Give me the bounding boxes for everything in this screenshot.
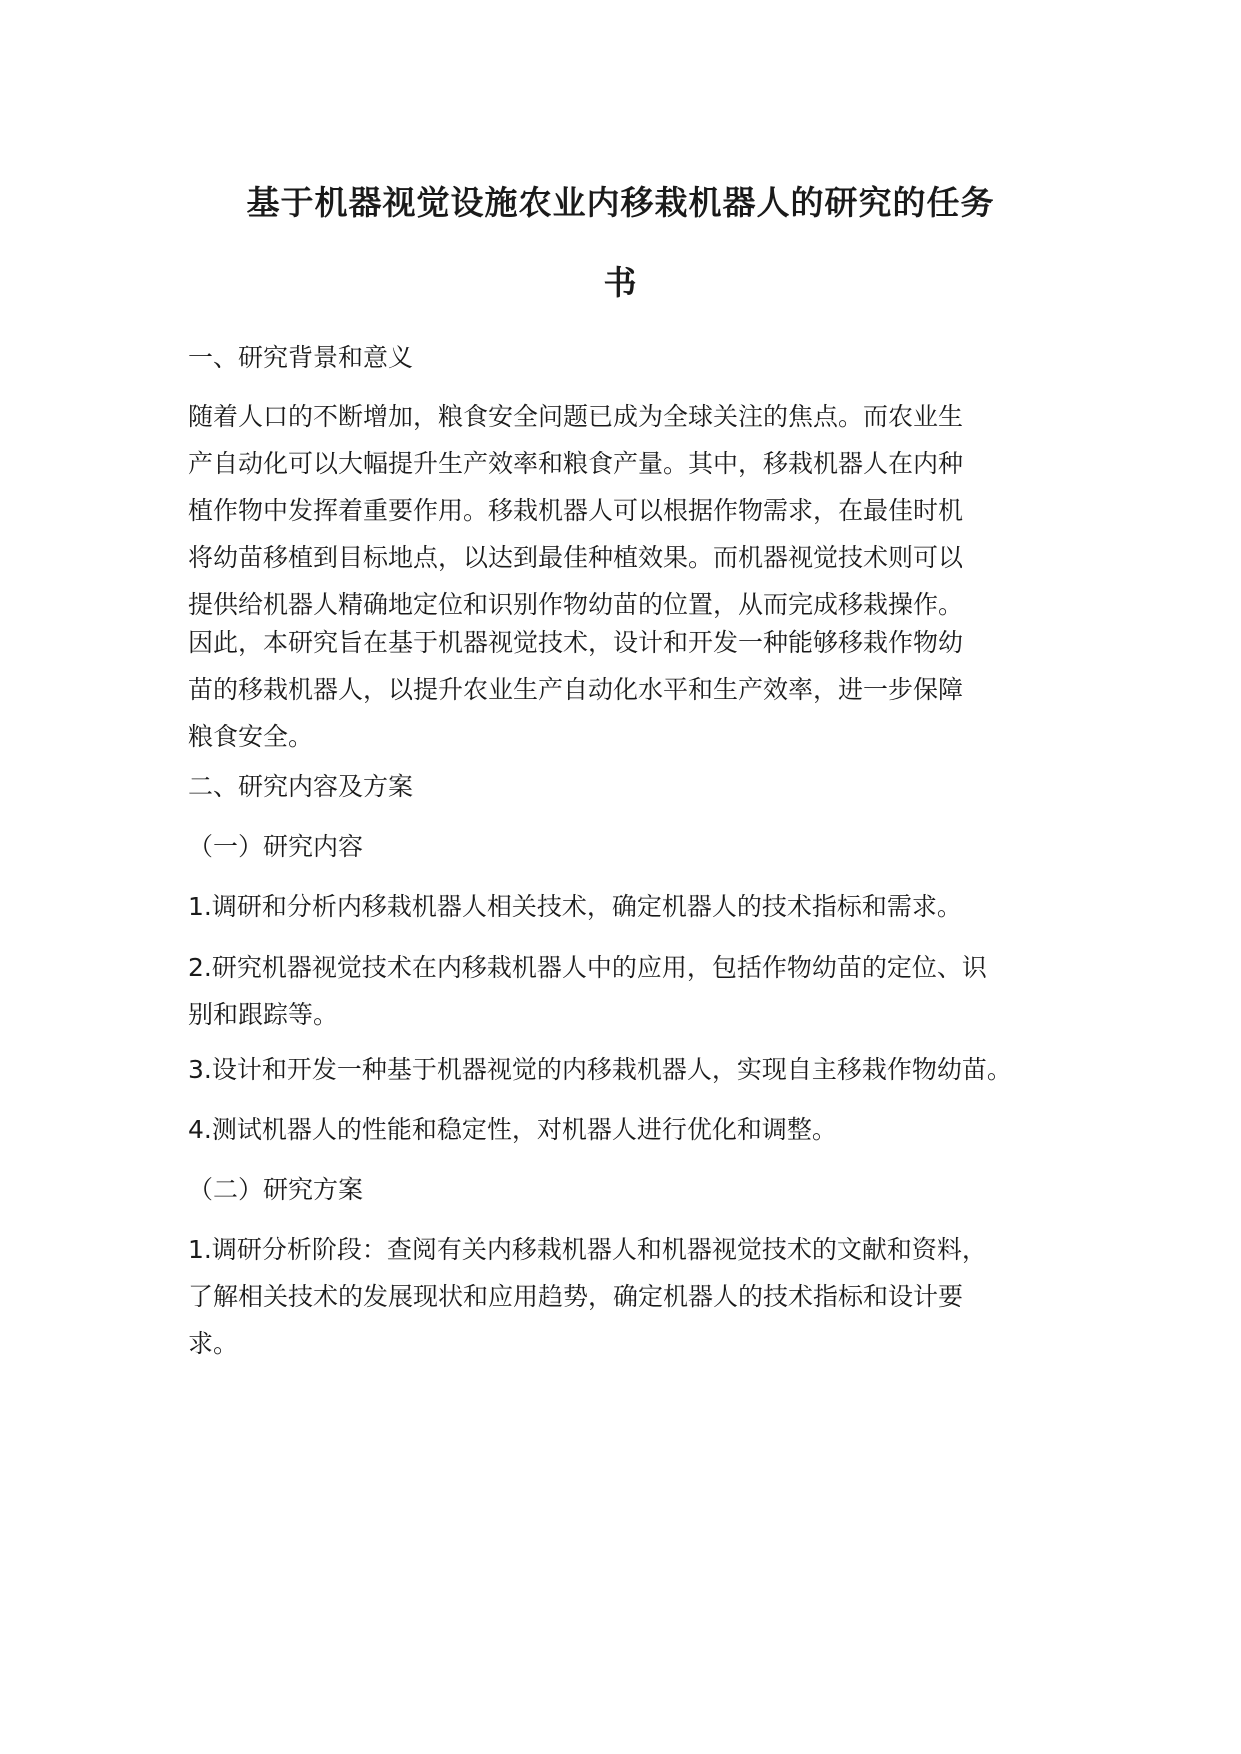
paragraph-line: 1.调研分析阶段：查阅有关内移栽机器人和机器视觉技术的文献和资料， xyxy=(188,1235,987,1264)
research-item-1: 1.调研和分析内移栽机器人相关技术，确定机器人的技术指标和需求。 xyxy=(188,892,962,921)
paragraph-line: 粮食安全。 xyxy=(188,722,314,751)
research-item-2 xyxy=(188,944,1068,1038)
paragraph-background xyxy=(188,393,1068,628)
plan-item-1 xyxy=(188,1226,1068,1367)
paragraph-line: 了解相关技术的发展现状和应用趋势，确定机器人的技术指标和设计要 xyxy=(188,1282,964,1311)
paragraph-line: 产自动化可以大幅提升生产效率和粮食产量。其中，移栽机器人在内种 xyxy=(188,449,964,478)
paragraph-line: 植作物中发挥着重要作用。移栽机器人可以根据作物需求，在最佳时机 xyxy=(188,496,964,525)
paragraph-line: 提供给机器人精确地定位和识别作物幼苗的位置，从而完成移栽操作。 xyxy=(188,590,964,619)
research-item-3: 3.设计和开发一种基于机器视觉的内移栽机器人，实现自主移栽作物幼苗。 xyxy=(188,1055,1012,1084)
paragraph-purpose xyxy=(188,619,1068,760)
document-title-line2: 书 xyxy=(603,263,638,302)
paragraph-line: 随着人口的不断增加，粮食安全问题已成为全球关注的焦点。而农业生 xyxy=(188,402,964,431)
paragraph-line: 2.研究机器视觉技术在内移栽机器人中的应用，包括作物幼苗的定位、识 xyxy=(188,953,987,982)
paragraph-line: 将幼苗移植到目标地点，以达到最佳种植效果。而机器视觉技术则可以 xyxy=(188,543,964,572)
paragraph-line: 求。 xyxy=(188,1329,239,1358)
section1-heading: 一、研究背景和意义 xyxy=(188,343,414,372)
research-item-4: 4.测试机器人的性能和稳定性，对机器人进行优化和调整。 xyxy=(188,1115,837,1144)
paragraph-line: 别和跟踪等。 xyxy=(188,1000,339,1029)
section2-heading: 二、研究内容及方案 xyxy=(188,772,414,801)
paragraph-line: 苗的移栽机器人，以提升农业生产自动化水平和生产效率，进一步保障 xyxy=(188,675,964,704)
paragraph-line: 因此，本研究旨在基于机器视觉技术，设计和开发一种能够移栽作物幼 xyxy=(188,628,964,657)
document-title-line1: 基于机器视觉设施农业内移栽机器人的研究的任务 xyxy=(246,183,995,222)
subsection1-heading: （一）研究内容 xyxy=(188,832,364,861)
subsection2-heading: （二）研究方案 xyxy=(188,1175,364,1204)
